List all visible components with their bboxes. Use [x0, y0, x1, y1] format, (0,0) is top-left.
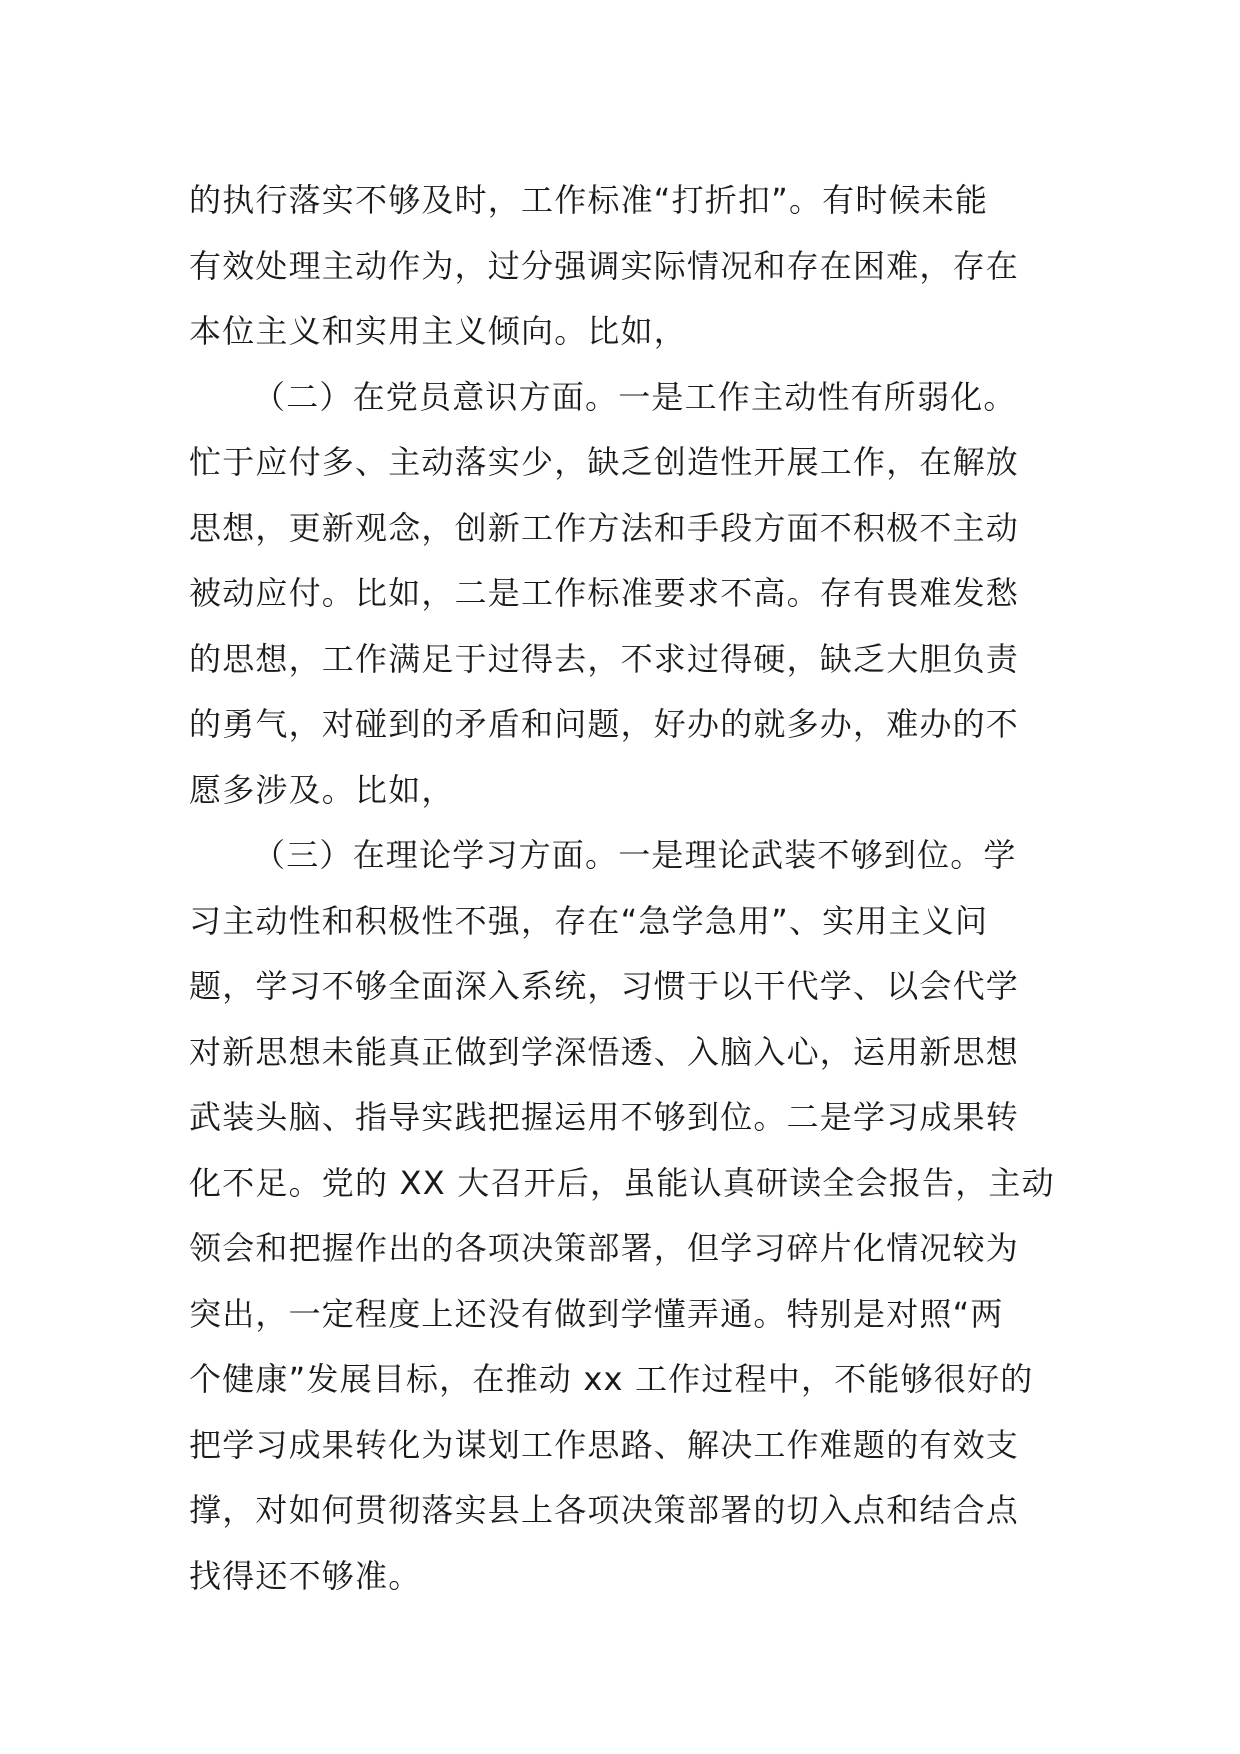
text-line-8: 的思想，工作满足于过得去，不求过得硬，缺乏大胆负责: [189, 639, 1020, 678]
text-line-19: 个健康”发展目标，在推动 xx 工作过程中，不能够很好的: [189, 1360, 1034, 1398]
text-line-14: 对新思想未能真正做到学深悟透、入脑入心，运用新思想: [189, 1032, 1020, 1071]
text-line-13: 题，学习不够全面深入系统，习惯于以干代学、以会代学: [189, 967, 1020, 1005]
text-line-7: 被动应付。比如，二是工作标准要求不高。存有畏难发愁: [189, 574, 1020, 612]
text-line-15: 武装头脑、指导实践把握运用不够到位。二是学习成果转: [189, 1098, 1020, 1136]
section-two-heading-line: （二）在党员意识方面。一是工作主动性有所弱化。: [253, 377, 1017, 416]
text-line-6: 思想，更新观念，创新工作方法和手段方面不积极不主动: [189, 508, 1020, 547]
text-line-20: 把学习成果转化为谋划工作思路、解决工作难题的有效支: [189, 1425, 1020, 1464]
text-line-1: 的执行落实不够及时，工作标准“打折扣”。有时候未能: [189, 181, 989, 219]
text-line-17: 领会和把握作出的各项决策部署，但学习碎片化情况较为: [189, 1229, 1020, 1267]
text-line-21: 撑，对如何贯彻落实县上各项决策部署的切入点和结合点: [189, 1491, 1020, 1529]
text-line-18: 突出，一定程度上还没有做到学懂弄通。特别是对照“两: [189, 1294, 1004, 1333]
text-line-5: 忙于应付多、主动落实少，缺乏创造性开展工作，在解放: [189, 443, 1020, 481]
text-line-22: 找得还不够准。: [189, 1556, 422, 1595]
text-line-9: 的勇气，对碰到的矛盾和问题，好办的就多办，难办的不: [189, 705, 1020, 743]
body-text: [189, 168, 1065, 1609]
text-line-2: 有效处理主动作为，过分强调实际情况和存在困难，存在: [189, 246, 1020, 285]
text-line-3: 本位主义和实用主义倾向。比如，: [189, 312, 688, 350]
text-line-16: 化不足。党的 XX 大召开后，虽能认真研读全会报告，主动: [189, 1163, 1055, 1202]
text-line-12: 习主动性和积极性不强，存在“急学急用”、实用主义问: [189, 901, 989, 940]
section-three-heading-line: （三）在理论学习方面。一是理论武装不够到位。学: [253, 836, 1017, 874]
text-line-10: 愿多涉及。比如，: [189, 770, 455, 809]
